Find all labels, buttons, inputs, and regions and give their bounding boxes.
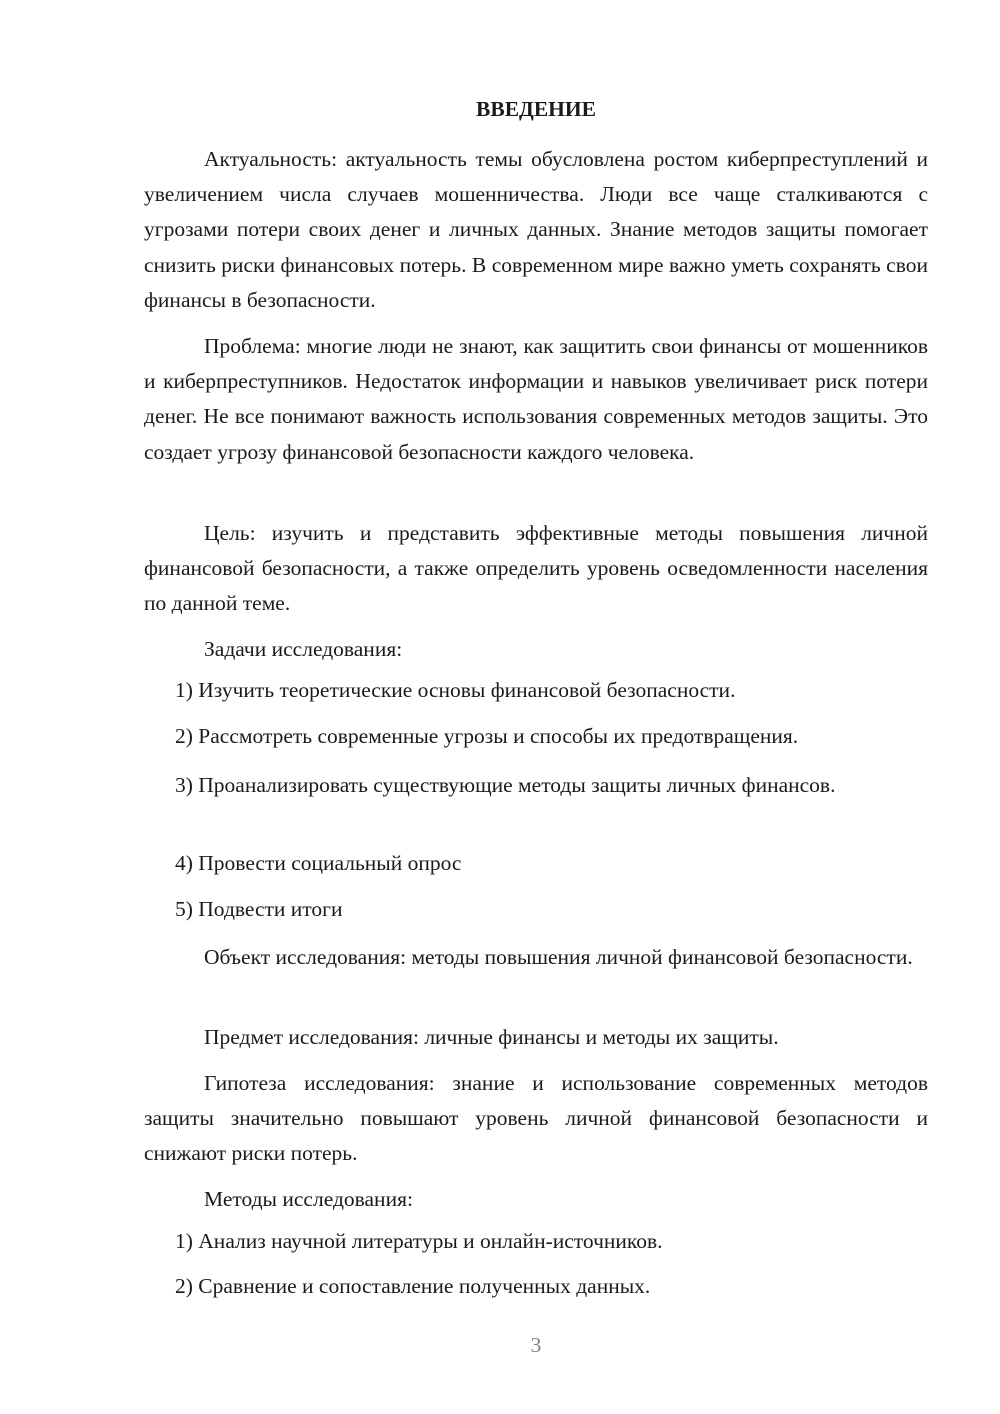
method-item: 1) Анализ научной литературы и онлайн-источников. (175, 1229, 663, 1253)
task-item: 2) Рассмотреть современные угрозы и способы их предотвращения. (175, 724, 799, 748)
task-item: 1) Изучить теоретические основы финансовой безопасности. (175, 678, 736, 702)
task-item: 5) Подвести итоги (175, 897, 343, 921)
paragraph-subject: Предмет исследования: личные финансы и методы их защиты. (204, 1025, 779, 1049)
page-title: ВВЕДЕНИЕ (476, 97, 596, 121)
paragraph-object: Объект исследования: методы повышения личной финансовой безопасности. (204, 945, 913, 969)
tasks-heading: Задачи исследования: (204, 637, 403, 661)
page-number: 3 (530, 1333, 542, 1357)
paragraph-goal: Цель: изучить и представить эффективные методы повышения личной финансовой безопасности, а также определить уровень осведомленности населения по данной теме. (144, 521, 928, 616)
methods-heading: Методы исследования: (204, 1187, 413, 1211)
paragraph-hypothesis: Гипотеза исследования: знание и использование современных методов защиты значительно повышают уровень личной финансовой безопасности и снижают риски потерь. (144, 1071, 928, 1166)
task-item: 4) Провести социальный опрос (175, 851, 462, 875)
paragraph-problem: Проблема: многие люди не знают, как защитить свои финансы от мошенников и киберпреступников. Недостаток информации и навыков увеличивает риск потери денег. Не все понимают важность использования современных методов защиты. Это создает угрозу финансовой безопасности каждого человека. (144, 334, 928, 464)
method-item: 2) Сравнение и сопоставление полученных данных. (175, 1274, 651, 1298)
paragraph-relevance: Актуальность: актуальность темы обусловлена ростом киберпреступлений и увеличением числа случаев мошенничества. Люди все чаще сталкиваются с угрозами потери своих денег и личных данных. Знание методов защиты помогает снизить риски финансовых потерь. В современном мире важно уметь сохранять свои финансы в безопасности. (144, 147, 928, 312)
task-item: 3) Проанализировать существующие методы защиты личных финансов. (175, 773, 836, 797)
